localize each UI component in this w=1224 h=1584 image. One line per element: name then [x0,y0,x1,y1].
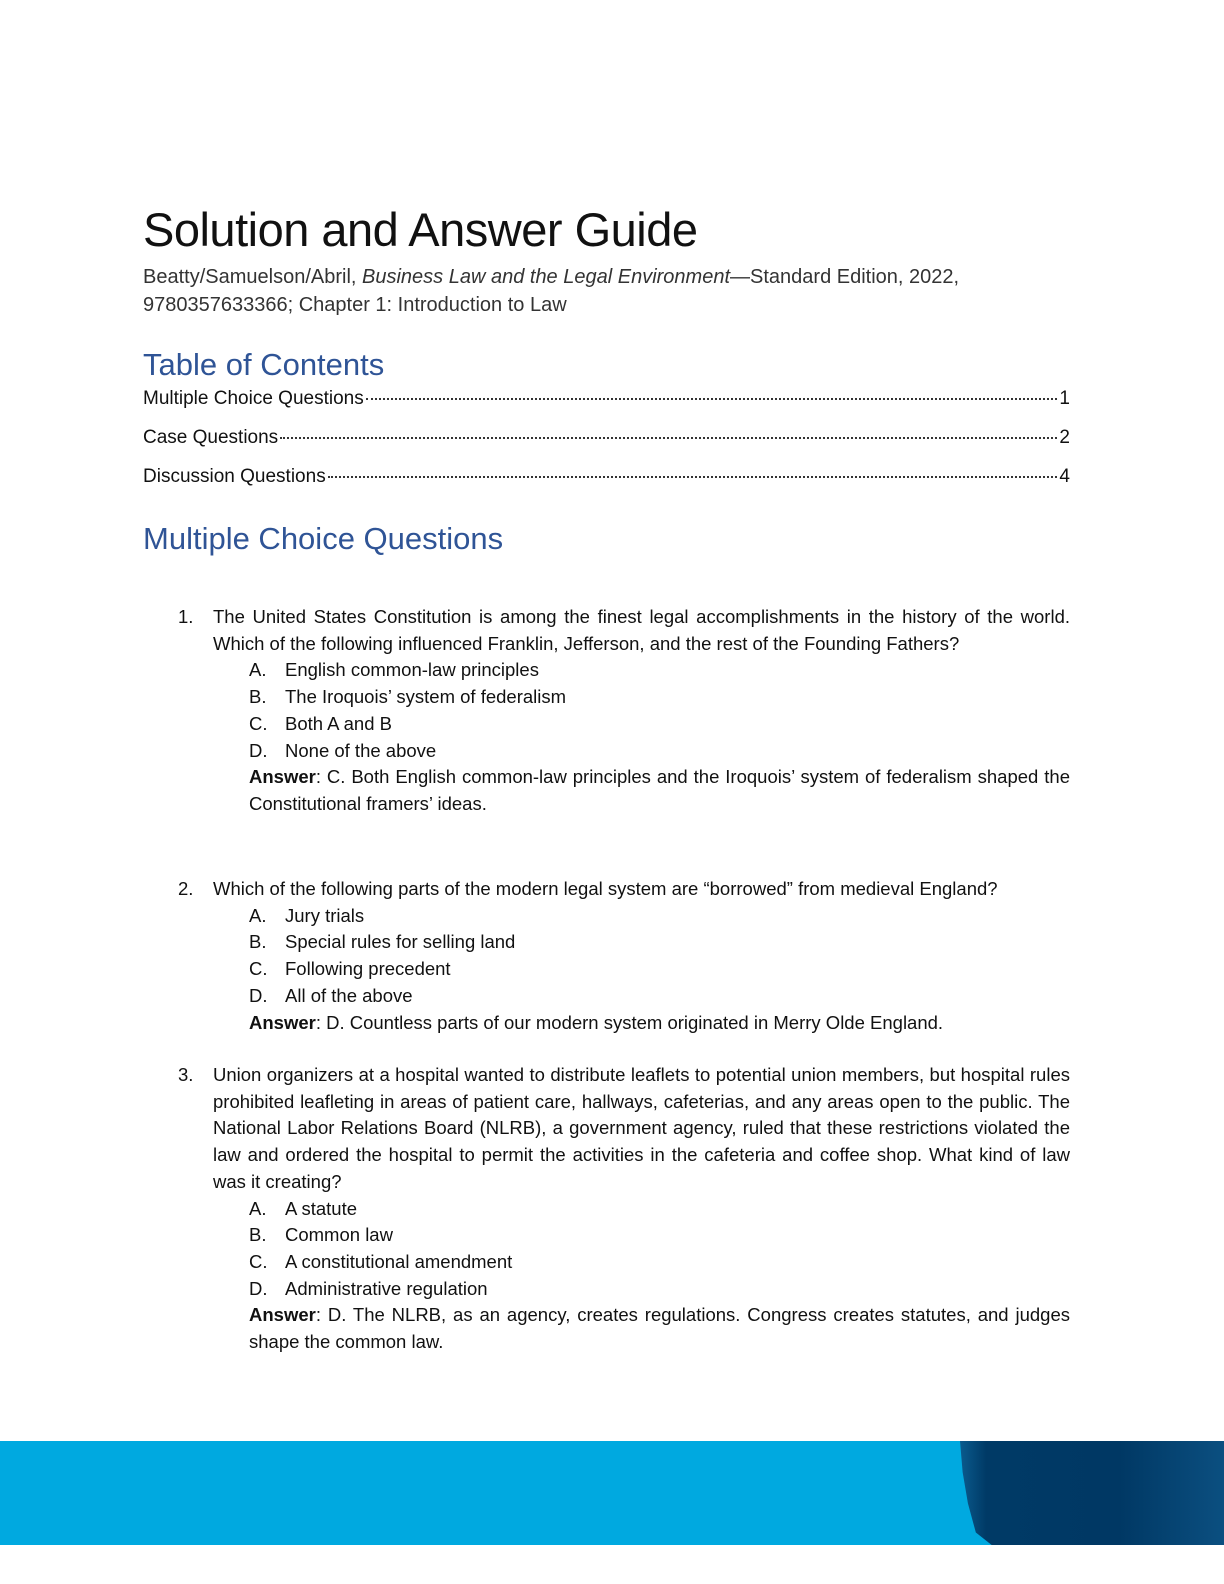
book-title: Business Law and the Legal Environment [362,266,731,288]
answer [249,1302,1070,1355]
isbn-chapter: 9780357633366; Chapter 1: Introduction to Law [143,294,567,316]
option-text: A constitutional amendment [285,1250,513,1272]
toc-dot-leader [280,437,1057,439]
toc-entry-label: Multiple Choice Questions [143,388,364,409]
toc-entry-page: 4 [1059,466,1070,487]
option-letter: B. [249,931,267,953]
option-d [249,1276,1070,1303]
option-letter: D. [249,739,268,761]
question-2 [178,876,1070,1036]
option-text: A statute [285,1197,357,1219]
toc-entry-case-questions[interactable] [143,427,1070,466]
option-letter: A. [249,904,267,926]
answer-options [249,657,1070,764]
answer-label: Answer [249,766,316,788]
question-text: The United States Constitution is among the finest legal accomplishments in the history of the world. Which of the following influenced Franklin, Jefferson, and the rest of the Founding Fathers? [213,606,1070,654]
answer-label: Answer [249,1011,316,1033]
answer-options [249,1196,1070,1303]
option-text: English common-law principles [285,659,539,681]
option-b [249,1222,1070,1249]
toc-dot-leader [328,476,1058,478]
toc-entry-label: Case Questions [143,427,279,448]
answer [249,1010,1070,1037]
option-letter: A. [249,1197,267,1219]
toc-dot-leader [366,398,1058,400]
option-c [249,1249,1070,1276]
option-d [249,738,1070,765]
toc-heading: Table of Contents [143,347,385,382]
option-text: Both A and B [285,712,392,734]
answer [249,764,1070,817]
option-letter: B. [249,686,267,708]
option-text: The Iroquois’ system of federalism [285,686,567,708]
document-title: Solution and Answer Guide [143,203,698,256]
toc-entry-multiple-choice[interactable] [143,388,1070,427]
option-c [249,956,1070,983]
document-subtitle [143,263,1073,319]
question-number: 3. [178,1064,194,1085]
option-letter: C. [249,1250,268,1272]
answer-text: : C. Both English common-law principles and the Iroquois’ system of federalism shaped the Constitutional framers’ ideas. [249,766,1070,814]
option-a [249,903,1070,930]
section-heading-multiple-choice: Multiple Choice Questions [143,521,504,556]
toc-entry-page: 2 [1059,427,1070,448]
question-1 [178,604,1070,818]
option-letter: D. [249,984,268,1006]
option-letter: A. [249,659,267,681]
authors: Beatty/Samuelson/Abril, [143,266,362,288]
option-c [249,711,1070,738]
option-text: Special rules for selling land [285,931,516,953]
toc-entry-page: 1 [1059,388,1070,409]
question-text: Union organizers at a hospital wanted to distribute leaflets to potential union members, but hospital rules prohibited leafleting in areas of patient care, hallways, cafeterias, and any areas open to the public. The National Labor Relations Board (NLRB), a government agency, ruled that these restrictions violated the law and ordered the hospital to permit the activities in the cafeteria and coffee shop. What kind of law was it creating? [213,1064,1070,1192]
toc-entry-label: Discussion Questions [143,466,326,487]
question-3 [178,1062,1070,1356]
option-a [249,1196,1070,1223]
option-text: Administrative regulation [285,1277,488,1299]
table-of-contents [143,388,1070,505]
answer-label: Answer [249,1304,316,1326]
answer-text: : D. Countless parts of our modern system originated in Merry Olde England. [315,1011,944,1033]
answer-options [249,903,1070,1010]
option-letter: B. [249,1224,267,1246]
option-text: None of the above [285,739,437,761]
option-text: Common law [285,1224,393,1246]
option-text: All of the above [285,984,413,1006]
question-text: Which of the following parts of the modern legal system are “borrowed” from medieval England? [213,878,998,899]
footer-brush-stroke-decoration [960,1441,1224,1545]
toc-entry-discussion-questions[interactable] [143,466,1070,505]
option-letter: C. [249,958,268,980]
question-number: 1. [178,606,194,627]
answer-text: : D. The NLRB, as an agency, creates regulations. Congress creates statutes, and judges shape the common law. [249,1304,1070,1353]
option-letter: C. [249,712,268,734]
option-letter: D. [249,1277,268,1299]
option-d [249,983,1070,1010]
option-b [249,684,1070,711]
option-text: Jury trials [285,904,365,926]
option-text: Following precedent [285,958,451,980]
question-number: 2. [178,878,194,899]
option-a [249,657,1070,684]
edition-line: —Standard Edition, 2022, [730,266,960,288]
option-b [249,929,1070,956]
